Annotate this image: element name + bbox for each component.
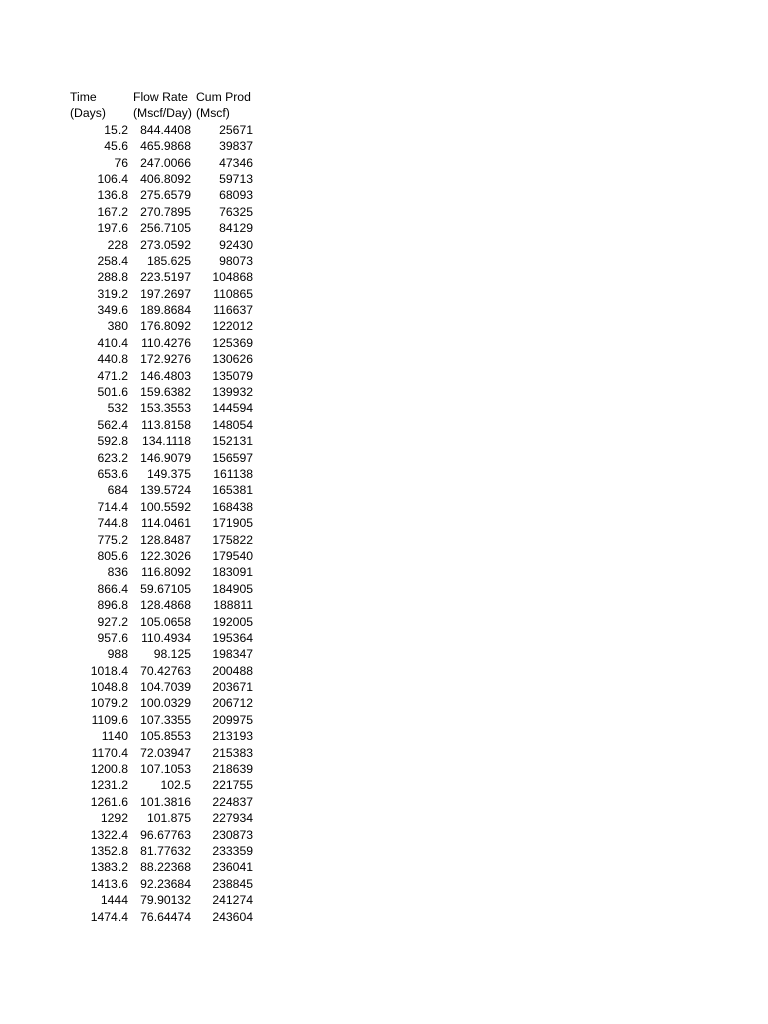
flow-rate-unit-header: (Mscf/Day): [133, 106, 192, 121]
time-cell: 1018.4: [90, 663, 128, 678]
flow-rate-cell: 153.3553: [140, 401, 191, 416]
cum-prod-cell: 227934: [212, 811, 253, 826]
flow-rate-cell: 101.3816: [140, 794, 191, 809]
flow-rate-cell: 113.8158: [141, 417, 191, 432]
time-cell: 288.8: [97, 270, 128, 285]
cum-prod-cell: 135079: [212, 368, 253, 383]
flow-rate-cell: 270.7895: [140, 204, 191, 219]
cum-prod-cell: 125369: [212, 335, 253, 350]
flow-rate-cell: 70.42763: [140, 663, 191, 678]
time-cell: 1444: [100, 893, 128, 908]
flow-rate-cell: 110.4276: [141, 335, 191, 350]
cum-prod-cell: 206712: [212, 696, 253, 711]
flow-rate-cell: 128.8487: [140, 532, 191, 547]
cum-prod-unit-header: (Mscf): [196, 106, 230, 121]
flow-rate-cell: 101.875: [146, 811, 191, 826]
cum-prod-cell: 25671: [219, 122, 253, 137]
time-cell: 744.8: [97, 516, 128, 531]
cum-prod-cell: 195364: [212, 630, 253, 645]
cum-prod-cell: 104868: [212, 270, 253, 285]
flow-rate-cell: 88.22368: [140, 860, 191, 875]
time-cell: 1474.4: [90, 909, 128, 924]
flow-rate-cell: 134.1118: [141, 434, 191, 449]
cum-prod-cell: 238845: [212, 876, 253, 891]
flow-rate-cell: 149.375: [146, 466, 191, 481]
flow-rate-cell: 100.5592: [140, 499, 191, 514]
flow-rate-cell: 159.6382: [140, 385, 191, 400]
time-cell: 623.2: [97, 450, 128, 465]
flow-rate-cell: 844.4408: [140, 122, 191, 137]
time-cell: 349.6: [97, 303, 128, 318]
time-cell: 653.6: [97, 466, 128, 481]
time-header: Time: [70, 90, 97, 104]
time-cell: 592.8: [97, 434, 128, 449]
cum-prod-cell: 171905: [212, 516, 253, 531]
time-cell: 1048.8: [90, 680, 128, 695]
time-cell: 1261.6: [90, 794, 128, 809]
cum-prod-cell: 179540: [212, 548, 253, 563]
flow-rate-cell: 185.625: [146, 253, 191, 268]
time-cell: 1322.4: [90, 827, 128, 842]
flow-rate-cell: 406.8092: [140, 171, 191, 186]
time-cell: 471.2: [97, 368, 128, 383]
time-cell: 410.4: [97, 335, 128, 350]
flow-rate-cell: 72.03947: [140, 745, 191, 760]
flow-rate-cell: 105.0658: [140, 614, 191, 629]
cum-prod-cell: 215383: [212, 745, 253, 760]
time-cell: 258.4: [97, 253, 128, 268]
cum-prod-cell: 236041: [212, 860, 253, 875]
time-cell: 1231.2: [90, 778, 128, 793]
time-cell: 714.4: [97, 499, 128, 514]
time-cell: 1413.6: [90, 876, 128, 891]
time-cell: 805.6: [97, 548, 128, 563]
time-cell: 1109.6: [91, 712, 128, 727]
time-cell: 136.8: [97, 188, 128, 203]
flow-rate-cell: 122.3026: [140, 548, 191, 563]
flow-rate-cell: 79.90132: [140, 893, 191, 908]
cum-prod-cell: 168438: [212, 499, 253, 514]
flow-rate-cell: 116.8092: [141, 565, 191, 580]
time-cell: 532: [107, 401, 128, 416]
time-cell: 1352.8: [90, 843, 128, 858]
flow-rate-cell: 81.77632: [140, 843, 191, 858]
flow-rate-cell: 100.0329: [140, 696, 191, 711]
time-cell: 927.2: [97, 614, 128, 629]
flow-rate-cell: 107.1053: [140, 762, 191, 777]
cum-prod-cell: 122012: [212, 319, 253, 334]
cum-prod-cell: 148054: [212, 417, 253, 432]
time-cell: 228: [107, 237, 128, 252]
time-cell: 866.4: [97, 581, 128, 596]
time-cell: 15.2: [104, 122, 128, 137]
cum-prod-cell: 230873: [212, 827, 253, 842]
cum-prod-cell: 156597: [212, 450, 253, 465]
cum-prod-cell: 209975: [212, 712, 253, 727]
time-cell: 836: [107, 565, 128, 580]
cum-prod-cell: 144594: [212, 401, 253, 416]
time-cell: 1140: [101, 729, 128, 744]
cum-prod-cell: 188811: [213, 598, 253, 613]
time-cell: 957.6: [97, 630, 128, 645]
cum-prod-cell: 116637: [213, 303, 253, 318]
time-cell: 501.6: [97, 385, 128, 400]
time-cell: 380: [107, 319, 128, 334]
cum-prod-cell: 130626: [212, 352, 253, 367]
time-cell: 45.6: [104, 139, 128, 154]
cum-prod-cell: 139932: [212, 385, 253, 400]
cum-prod-cell: 59713: [219, 171, 253, 186]
flow-rate-cell: 105.8553: [140, 729, 191, 744]
flow-rate-cell: 110.4934: [141, 630, 191, 645]
flow-rate-cell: 59.67105: [140, 581, 191, 596]
flow-rate-cell: 172.9276: [140, 352, 191, 367]
time-cell: 76: [114, 155, 128, 170]
cum-prod-cell: 224837: [212, 794, 253, 809]
flow-rate-cell: 197.2697: [140, 286, 191, 301]
time-cell: 1292: [100, 811, 128, 826]
cum-prod-cell: 218639: [212, 762, 253, 777]
cum-prod-cell: 192005: [212, 614, 253, 629]
flow-rate-cell: 275.6579: [140, 188, 191, 203]
cum-prod-cell: 221755: [212, 778, 253, 793]
time-unit-header: (Days): [70, 106, 106, 121]
flow-rate-cell: 128.4868: [140, 598, 191, 613]
flow-rate-cell: 273.0592: [140, 237, 191, 252]
flow-rate-cell: 102.5: [160, 778, 191, 793]
cum-prod-cell: 39837: [219, 139, 253, 154]
cum-prod-cell: 47346: [219, 155, 253, 170]
cum-prod-cell: 92430: [219, 237, 253, 252]
cum-prod-cell: 161138: [213, 466, 253, 481]
flow-rate-cell: 465.9868: [140, 139, 191, 154]
cum-prod-cell: 213193: [212, 729, 253, 744]
flow-rate-cell: 104.7039: [140, 680, 191, 695]
flow-rate-cell: 247.0066: [140, 155, 191, 170]
time-cell: 1170.4: [91, 745, 128, 760]
cum-prod-cell: 152131: [212, 434, 253, 449]
flow-rate-cell: 139.5724: [140, 483, 191, 498]
flow-rate-cell: 223.5197: [140, 270, 191, 285]
cum-prod-cell: 241274: [212, 893, 253, 908]
cum-prod-cell: 76325: [219, 204, 253, 219]
flow-rate-cell: 146.4803: [140, 368, 191, 383]
time-cell: 896.8: [97, 598, 128, 613]
cum-prod-cell: 183091: [212, 565, 253, 580]
cum-prod-cell: 68093: [219, 188, 253, 203]
flow-rate-cell: 98.125: [153, 647, 191, 662]
flow-rate-cell: 256.7105: [140, 221, 191, 236]
flow-rate-cell: 107.3355: [140, 712, 191, 727]
cum-prod-cell: 175822: [212, 532, 253, 547]
flow-rate-header: Flow Rate: [133, 90, 188, 104]
time-cell: 1200.8: [90, 762, 128, 777]
flow-rate-cell: 96.67763: [140, 827, 191, 842]
cum-prod-header: Cum Prod: [196, 90, 251, 104]
cum-prod-cell: 243604: [212, 909, 253, 924]
flow-rate-cell: 189.8684: [140, 303, 191, 318]
time-cell: 197.6: [97, 221, 128, 236]
cum-prod-cell: 203671: [212, 680, 253, 695]
time-cell: 440.8: [97, 352, 128, 367]
time-cell: 319.2: [97, 286, 128, 301]
time-cell: 1383.2: [90, 860, 128, 875]
time-cell: 775.2: [97, 532, 128, 547]
flow-rate-cell: 76.64474: [140, 909, 191, 924]
cum-prod-cell: 198347: [212, 647, 253, 662]
cum-prod-cell: 84129: [219, 221, 253, 236]
flow-rate-cell: 146.9079: [140, 450, 191, 465]
time-cell: 684: [107, 483, 128, 498]
time-cell: 1079.2: [90, 696, 128, 711]
cum-prod-cell: 233359: [212, 843, 253, 858]
time-cell: 167.2: [97, 204, 128, 219]
cum-prod-cell: 200488: [212, 663, 253, 678]
cum-prod-cell: 110865: [213, 286, 253, 301]
time-cell: 106.4: [97, 171, 128, 186]
flow-rate-cell: 92.23684: [140, 876, 191, 891]
cum-prod-cell: 98073: [219, 253, 253, 268]
time-cell: 562.4: [97, 417, 128, 432]
flow-rate-cell: 176.8092: [140, 319, 191, 334]
cum-prod-cell: 184905: [212, 581, 253, 596]
time-cell: 988: [107, 647, 128, 662]
cum-prod-cell: 165381: [212, 483, 253, 498]
flow-rate-cell: 114.0461: [141, 516, 191, 531]
